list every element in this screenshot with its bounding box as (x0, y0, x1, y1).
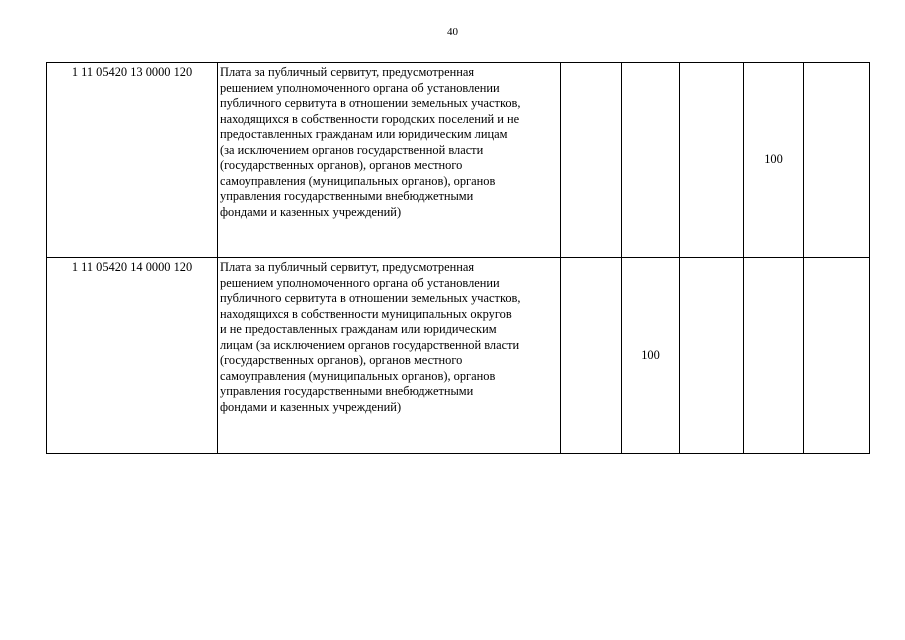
value-cell: 100 (622, 258, 680, 454)
description-line: находящихся в собственности городских поселений и не (220, 111, 520, 126)
table-row (47, 258, 870, 454)
description-line: публичного сервитута в отношении земельных участков, (220, 96, 521, 110)
description-line: самоуправления (муниципальных органов), органов (220, 368, 496, 383)
description-line: (государственных органов), органов местного (220, 353, 463, 367)
revenue-description-cell (218, 63, 561, 258)
page-number: 40 (447, 26, 458, 38)
description-line: находящихся в собственности муниципальных округов (220, 306, 512, 321)
description-line: (государственных органов), органов местного (220, 158, 463, 172)
value-cell (561, 258, 622, 454)
revenue-description-cell (218, 258, 561, 454)
description-line: (за исключением органов государственной власти (220, 142, 484, 157)
description-line: публичного сервитута в отношении земельных участков, (220, 291, 521, 305)
value-cell (804, 63, 870, 258)
description-line: решением уполномоченного органа об установлении (220, 80, 500, 95)
budget-table (46, 62, 870, 454)
description-line: самоуправления (муниципальных органов), органов (220, 173, 496, 188)
revenue-code-cell: 1 11 05420 13 0000 120 (47, 63, 218, 258)
description-line: управления государственными внебюджетными (220, 189, 474, 203)
description-line: и не предоставленных гражданам или юридическим (220, 322, 497, 336)
revenue-code-cell: 1 11 05420 14 0000 120 (47, 258, 218, 454)
description-line: Плата за публичный сервитут, предусмотренная (220, 260, 475, 274)
value-cell (744, 258, 804, 454)
table-row (47, 63, 870, 258)
value-cell (804, 258, 870, 454)
description-line: лицам (за исключением органов государственной власти (220, 337, 520, 352)
description-line: фондами и казенных учреждений) (220, 204, 402, 219)
value-cell (622, 63, 680, 258)
value-cell: 100 (744, 63, 804, 258)
description-line: управления государственными внебюджетными (220, 384, 474, 398)
value-cell (680, 63, 744, 258)
description-line: фондами и казенных учреждений) (220, 399, 402, 414)
value-cell (680, 258, 744, 454)
description-line: решением уполномоченного органа об установлении (220, 275, 500, 290)
value-cell (561, 63, 622, 258)
description-line: Плата за публичный сервитут, предусмотренная (220, 65, 475, 79)
description-line: предоставленных гражданам или юридическим лицам (220, 127, 508, 141)
